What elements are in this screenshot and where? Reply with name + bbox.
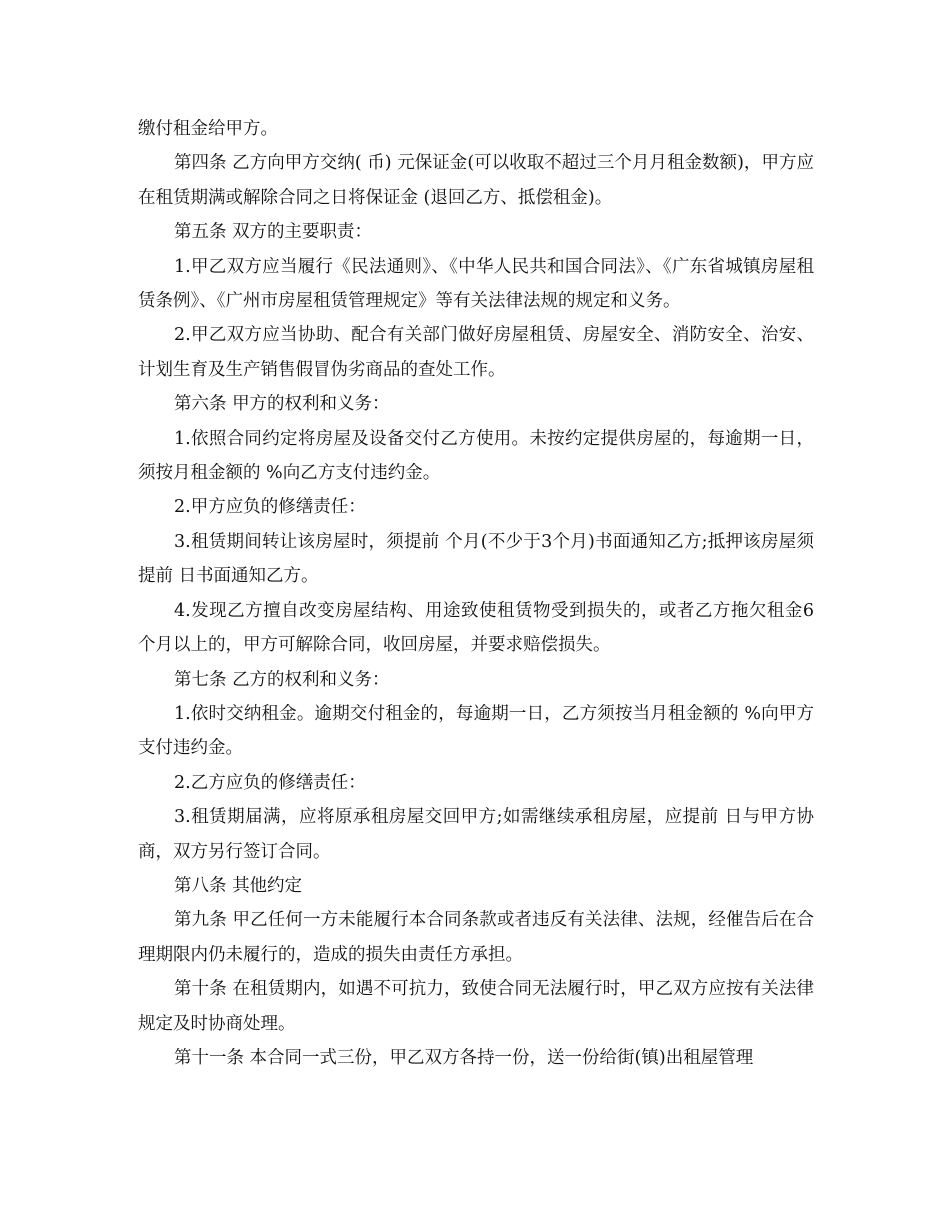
paragraph-article-7-item-2: 2.乙方应负的修缮责任： xyxy=(174,772,366,793)
paragraph-continuation: 缴付租金给甲方。 xyxy=(138,119,278,139)
paragraph-article-6-item-1: 1.依照合同约定将房屋及设备交付乙方使用。未按约定提供房屋的，每逾期一日，须按月租金额的 %向乙方支付违约金。 xyxy=(138,428,814,484)
paragraph-article-6-heading: 第六条 甲方的权利和义务： xyxy=(174,394,390,415)
paragraph-article-7-item-1: 1.依时交纳租金。逾期交付租金的，每逾期一日，乙方须按当月租金额的 %向甲方支付违约金。 xyxy=(138,703,814,759)
paragraph-article-7-heading: 第七条 乙方的权利和义务： xyxy=(174,669,390,690)
paragraph-article-5-item-1: 1.甲乙双方应当履行《民法通则》、《中华人民共和国合同法》、《广东省城镇房屋租赁条例》、《广州市房屋租赁管理规定》等有关法律法规的规定和义务。 xyxy=(138,256,814,312)
paragraph-article-5-heading: 第五条 双方的主要职责： xyxy=(174,222,373,243)
paragraph-article-6-item-2: 2.甲方应负的修缮责任： xyxy=(174,497,366,518)
document-body xyxy=(138,112,814,1075)
paragraph-article-6-item-4: 4.发现乙方擅自改变房屋结构、用途致使租赁物受到损失的，或者乙方拖欠租金6个月以上的，甲方可解除合同，收回房屋，并要求赔偿损失。 xyxy=(138,600,814,656)
paragraph-article-10: 第十条 在租赁期内，如遇不可抗力，致使合同无法履行时，甲乙双方应按有关法律规定及时协商处理。 xyxy=(138,979,814,1034)
paragraph-article-8: 第八条 其他约定 xyxy=(174,875,303,896)
paragraph-article-9: 第九条 甲乙任何一方未能履行本合同条款或者违反有关法律、法规，经催告后在合理期限内仍未履行的，造成的损失由责任方承担。 xyxy=(138,910,814,965)
paragraph-article-5-item-2: 2.甲乙双方应当协助、配合有关部门做好房屋租赁、房屋安全、消防安全、治安、计划生育及生产销售假冒伪劣商品的查处工作。 xyxy=(138,325,814,380)
paragraph-article-4: 第四条 乙方向甲方交纳( 币) 元保证金(可以收取不超过三个月月租金数额)，甲方应在租赁期满或解除合同之日将保证金 (退回乙方、抵偿租金)。 xyxy=(138,153,814,208)
paragraph-article-7-item-3: 3.租赁期届满，应将原承租房屋交回甲方;如需继续承租房屋，应提前 日与甲方协商，双方另行签订合同。 xyxy=(138,807,814,862)
paragraph-article-11: 第十一条 本合同一式三份，甲乙双方各持一份，送一份给街(镇)出租屋管理 xyxy=(174,1047,754,1068)
paragraph-article-6-item-3: 3.租赁期间转让该房屋时，须提前 个月(不少于3个月)书面通知乙方;抵押该房屋须提前 日书面通知乙方。 xyxy=(138,531,814,587)
